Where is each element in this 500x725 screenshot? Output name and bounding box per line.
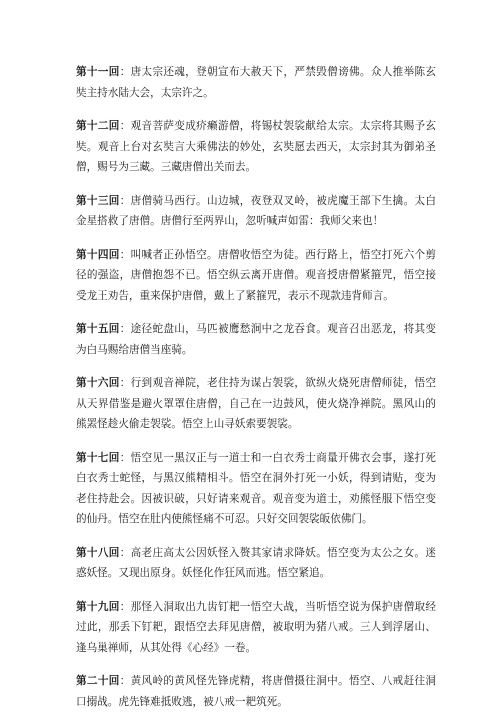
chapter-12: [76, 116, 436, 178]
colon: ：: [119, 194, 131, 207]
colon: ：: [119, 248, 131, 261]
chapter-13: [76, 191, 436, 232]
chapter-16: [76, 373, 436, 435]
chapter-number: 第二十回: [76, 675, 120, 687]
colon: ：: [119, 66, 131, 78]
chapter-number: 第十九回: [76, 600, 120, 613]
chapter-11: [76, 62, 436, 103]
chapter-19: [76, 597, 436, 659]
chapter-text: 高老庄高太公因妖怪入赘其家请求降妖。悟空变为太公之女。迷惑妖怪。又现出原身。妖怪化作狂风而逃。悟空紧追。: [76, 546, 437, 579]
chapter-text: 观音菩萨变成疥癞游僧，将锡杖袈裟献给太宗。太宗将其赐予玄奘。观音上台对玄奘言大乘佛法的妙处，玄奘愿去西天，太宗封其为御弟圣僧，赐号为三藏。三藏唐僧出关而去。: [76, 120, 437, 173]
chapter-text: 悟空见一黑汉正与一道士和一白衣秀士商量开佛衣会事，遂打死白衣秀士蛇怪，与黑汉熊精相斗。悟空在洞外打死一小妖，得到请贴，变为老住持赴会。因被识破，只好请来观音。观音变为道士，劝熊怪服下悟空变的仙丹。悟空在肚内使熊怪痛不可忍。只好交回袈裟皈依佛门。: [76, 451, 437, 525]
chapter-17: [76, 448, 436, 530]
colon: ：: [119, 323, 131, 335]
chapter-number: 第十六回: [76, 377, 120, 389]
chapter-number: 第十七回: [76, 451, 120, 464]
chapter-15: [76, 319, 436, 360]
chapter-text: 途径蛇盘山，马匹被鹰愁涧中之龙吞食。观音召出恶龙，将其变为白马赐给唐僧当座骑。: [76, 323, 437, 356]
chapter-number: 第十三回: [76, 194, 120, 207]
chapter-18: [76, 543, 436, 584]
chapter-text: 行到观音禅院，老住持为谋占袈裟，欲纵火烧死唐僧师徒，悟空从天界借鉴是避火罩罩住唐僧，自己在一边鼓风，使火烧净禅院。黑风山的熊罴怪趁火偷走袈裟。悟空上山寻妖索要袈裟。: [76, 377, 437, 430]
chapter-text: 那怪入洞取出九齿钉耙一悟空大战，当听悟空说为保护唐僧取经过此，那丢下钉耙，跟悟空去拜见唐僧，被取明为猪八戒。三人到浮屠山、逢乌巢禅师，从其处得《心经》一卷。: [76, 600, 437, 654]
colon: ：: [119, 675, 131, 687]
colon: ：: [119, 120, 131, 132]
document-page: [76, 62, 436, 725]
chapter-number: 第十四回: [76, 248, 120, 261]
chapter-text: 叫喊者正孙悟空。唐僧收悟空为徒。西行路上，悟空打死六个剪径的强盗，唐僧抱怨不已。悟空纵云离开唐僧。观音授唐僧紧箍咒，悟空接受龙王劝告，重来保护唐僧，戴上了紧箍咒，表示不现款违背师言。: [76, 248, 437, 302]
chapter-20: [76, 671, 436, 712]
chapter-text: 唐太宗还魂，登朝宣布大赦天下，严禁毁僧谤佛。众人推举陈玄奘主持水陆大会，太宗许之。: [76, 66, 437, 99]
colon: ：: [119, 546, 131, 559]
chapter-text: 黄风岭的黄风怪先锋虎精，将唐僧摄往洞中。悟空、八戒赶往洞口搦战。虎先锋难抵败逃，被八戒一耙筑死。: [76, 675, 437, 708]
colon: ：: [119, 600, 131, 613]
chapter-number: 第十一回: [76, 66, 120, 78]
chapter-number: 第十五回: [76, 323, 120, 335]
colon: ：: [119, 377, 131, 389]
chapter-14: [76, 245, 436, 307]
chapter-text: 唐僧骑马西行。山边城，夜登双叉岭，被虎魔王部下生擒。太白金星搭救了唐僧。唐僧行至两界山，忽听喊声如雷：我师父来也！: [76, 194, 437, 227]
colon: ：: [119, 451, 131, 464]
chapter-number: 第十二回: [76, 120, 120, 132]
chapter-number: 第十八回: [76, 546, 120, 559]
